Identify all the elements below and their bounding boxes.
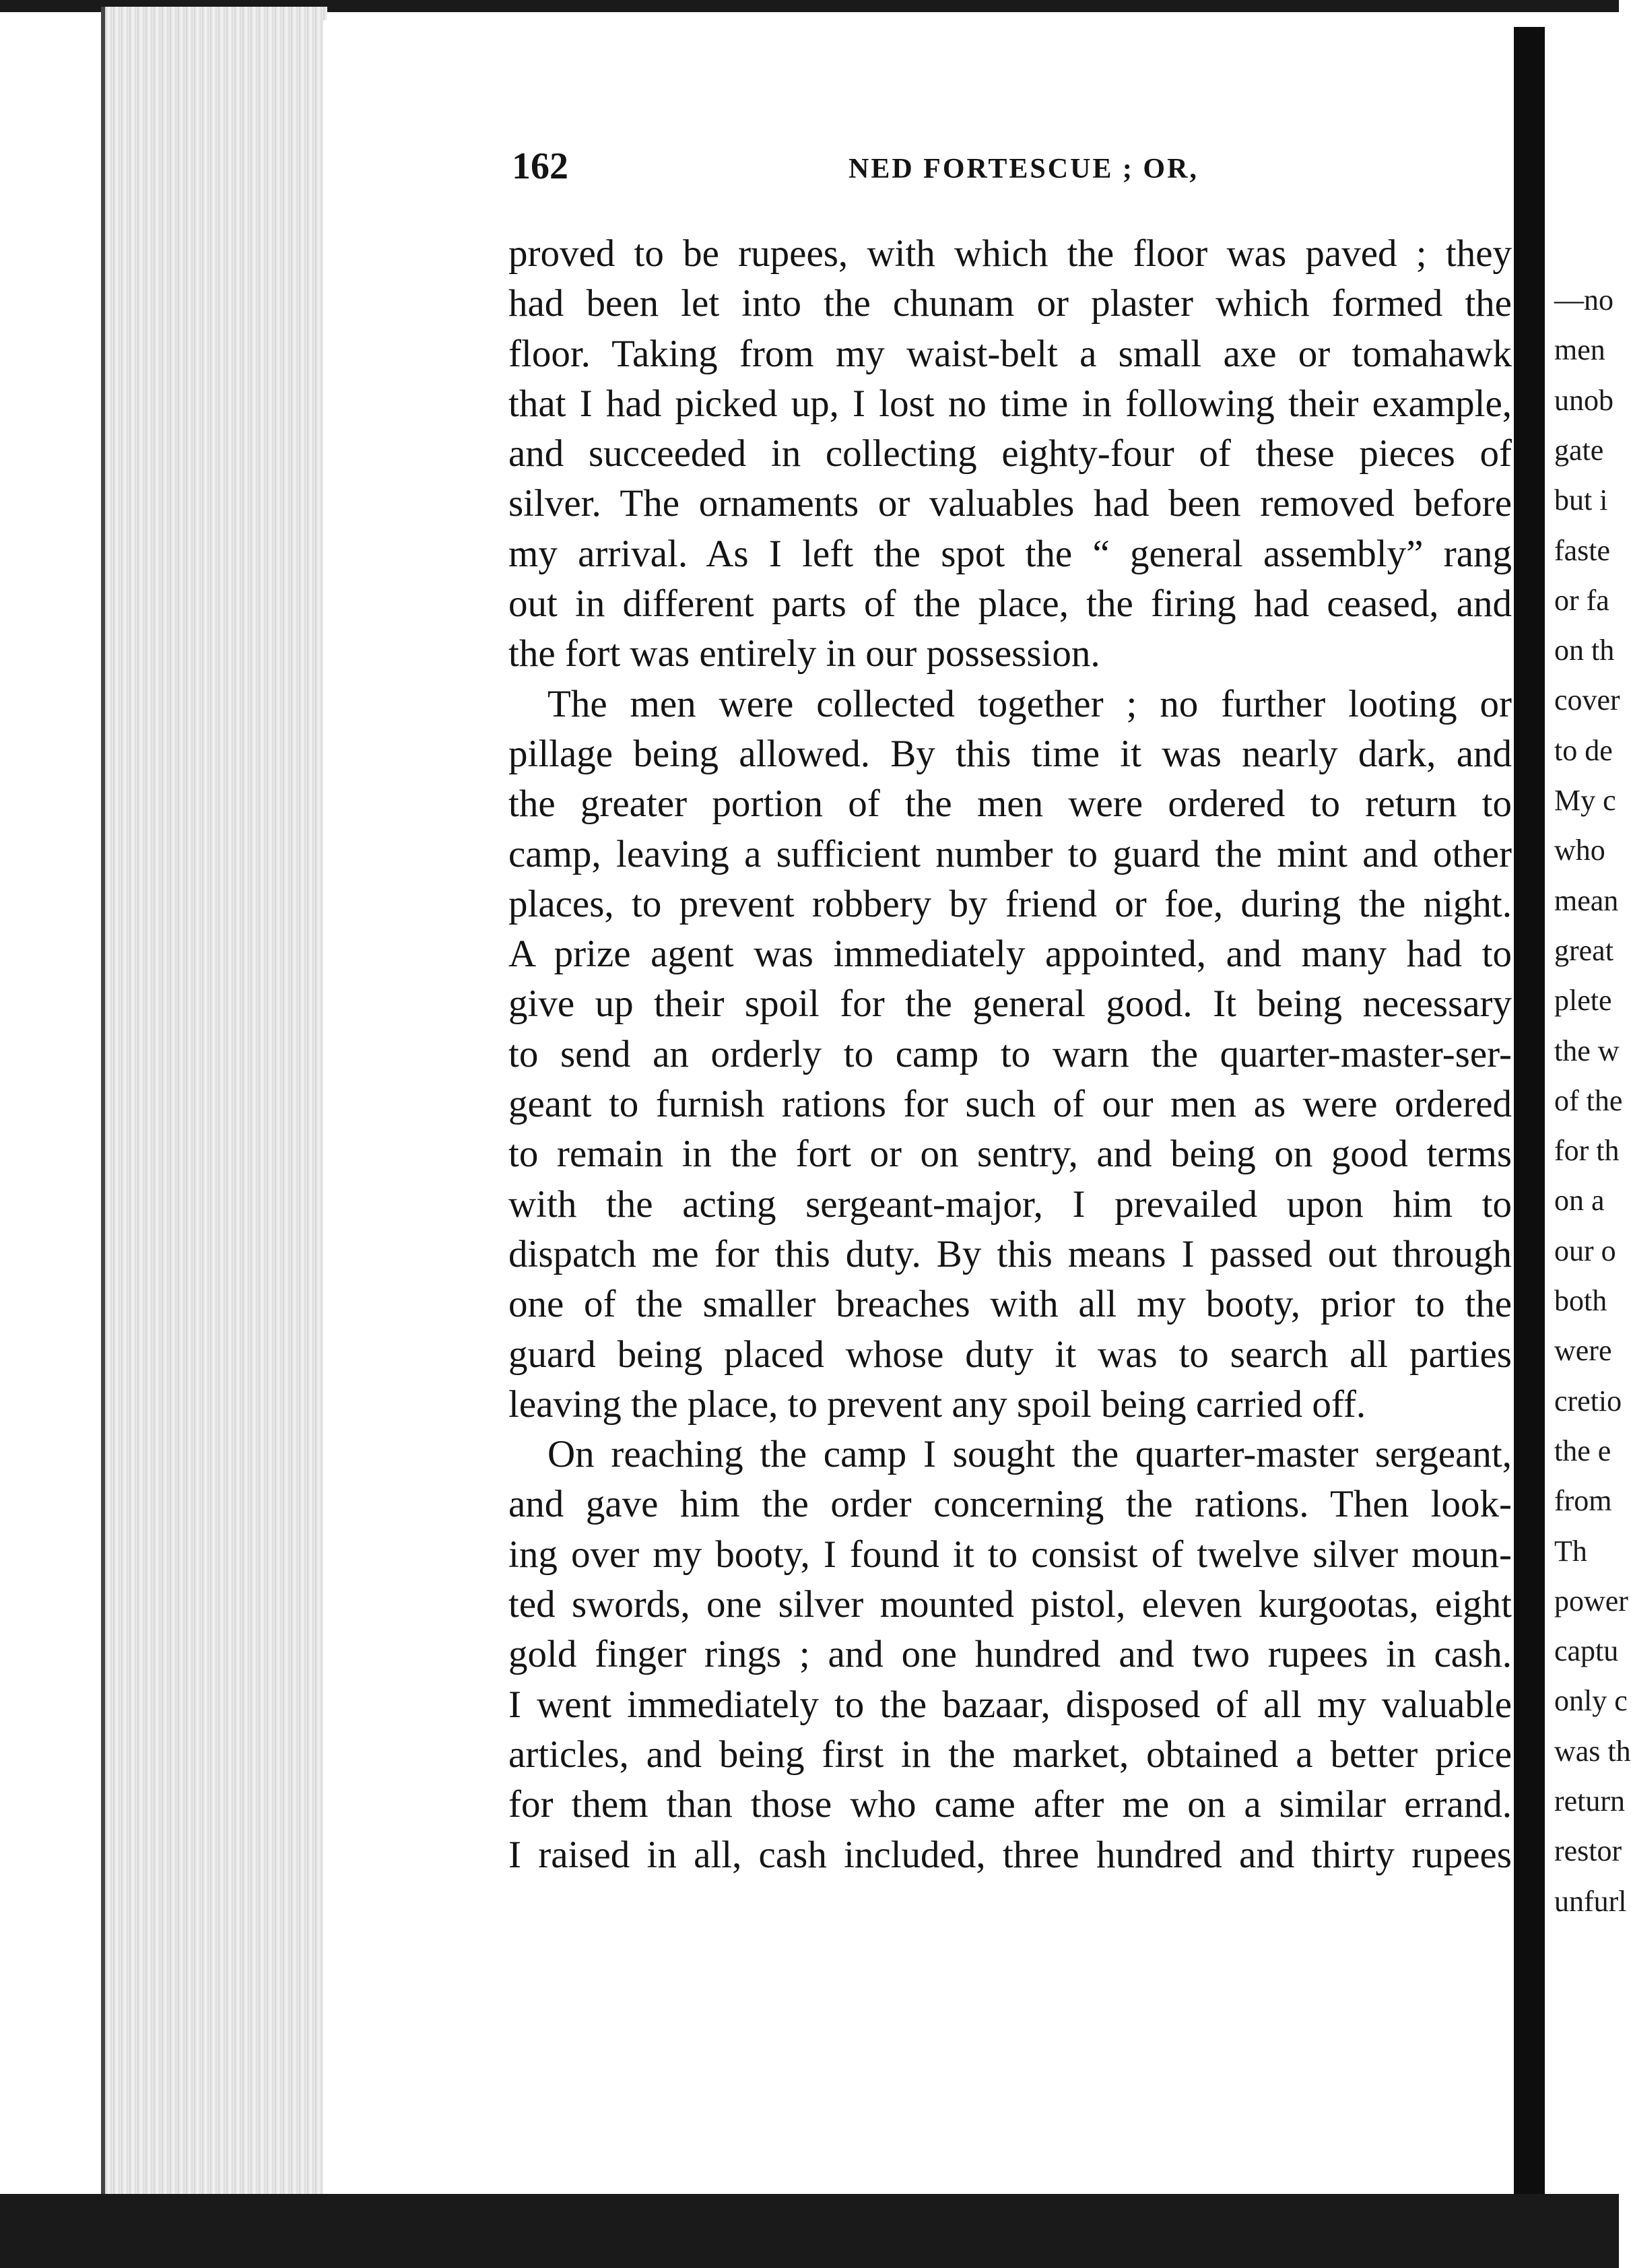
page-header bbox=[512, 145, 1387, 192]
text-line: out in different parts of the place, the firing had ceased, and bbox=[508, 582, 1512, 626]
adjacent-page-edge bbox=[1545, 27, 1631, 2194]
text-line: the greater portion of the men were ordered to return to bbox=[508, 782, 1512, 826]
page-body bbox=[508, 229, 1512, 1880]
adjacent-page-fragment: return bbox=[1554, 1785, 1626, 1817]
adjacent-page-fragment: unfurl bbox=[1554, 1884, 1627, 1918]
text-line: I raised in all, cash included, three hundred and thirty rupees bbox=[508, 1833, 1512, 1876]
adjacent-page-fragment: great bbox=[1554, 933, 1613, 967]
adjacent-page-fragment: on th bbox=[1554, 634, 1615, 667]
text-line: ted swords, one silver mounted pistol, eleven kurgootas, eight bbox=[508, 1583, 1512, 1626]
adjacent-page-fragment: to de bbox=[1554, 733, 1613, 767]
adjacent-page-fragment: Th bbox=[1554, 1534, 1587, 1568]
text-line: guard being placed whose duty it was to search all parties bbox=[508, 1333, 1512, 1376]
text-line: give up their spoil for the general good. It being necessary bbox=[508, 982, 1512, 1026]
page-number: 162 bbox=[512, 145, 568, 187]
adjacent-page-fragment: from bbox=[1554, 1484, 1612, 1518]
adjacent-page-fragment: for th bbox=[1554, 1134, 1620, 1168]
text-line: floor. Taking from my waist-belt a small axe or tomahawk bbox=[508, 332, 1512, 375]
text-line: and gave him the order concerning the rations. Then look- bbox=[508, 1483, 1512, 1526]
text-line: The men were collected together ; no further looting or bbox=[547, 682, 1512, 725]
paragraph bbox=[508, 1430, 1512, 1880]
adjacent-page-fragment: was th bbox=[1554, 1734, 1631, 1768]
adjacent-page-fragment: unob bbox=[1554, 383, 1613, 417]
scan-bottom-border bbox=[0, 2194, 1619, 2268]
text-line: proved to be rupees, with which the floor was paved ; they bbox=[508, 232, 1512, 275]
text-line: that I had picked up, I lost no time in following their example, bbox=[508, 382, 1512, 425]
adjacent-page-fragment: only c bbox=[1554, 1684, 1628, 1718]
text-line: dispatch me for this duty. By this means I passed out through bbox=[508, 1232, 1512, 1275]
text-line: with the acting sergeant-major, I prevailed upon him to bbox=[508, 1182, 1512, 1226]
text-line: articles, and being first in the market, obtained a better price bbox=[508, 1733, 1512, 1776]
text-line: places, to prevent robbery by friend or foe, during the night. bbox=[508, 882, 1512, 925]
adjacent-page-fragment: power bbox=[1554, 1584, 1628, 1617]
text-line: the fort was entirely in our possession. bbox=[508, 632, 1100, 675]
adjacent-page-fragment: both bbox=[1554, 1284, 1607, 1317]
paragraph bbox=[508, 679, 1512, 1430]
adjacent-page-fragment: My c bbox=[1554, 784, 1616, 817]
paragraph bbox=[508, 229, 1512, 679]
book-gutter bbox=[1514, 27, 1545, 2194]
text-line: ing over my booty, I found it to consist of twelve silver moun- bbox=[508, 1533, 1512, 1576]
adjacent-page-fragment: men bbox=[1554, 333, 1605, 367]
text-line: had been let into the chunam or plaster which formed the bbox=[508, 282, 1512, 325]
text-line: gold finger rings ; and one hundred and two rupees in cash. bbox=[508, 1633, 1512, 1676]
adjacent-page-fragment: our o bbox=[1554, 1234, 1616, 1267]
text-line: I went immediately to the bazaar, disposed of all my valuable bbox=[508, 1683, 1512, 1726]
adjacent-page-fragment: or fa bbox=[1554, 583, 1609, 617]
text-line: my arrival. As I left the spot the “ general assembly” rang bbox=[508, 532, 1512, 575]
adjacent-page-fragment: of the bbox=[1554, 1083, 1623, 1117]
adjacent-page-fragment: the w bbox=[1554, 1034, 1620, 1067]
text-line: to remain in the fort or on sentry, and being on good terms bbox=[508, 1133, 1512, 1176]
text-line: A prize agent was immediately appointed, and many had to bbox=[508, 933, 1512, 976]
adjacent-page-fragment: plete bbox=[1554, 984, 1612, 1018]
adjacent-page-fragment: restor bbox=[1554, 1834, 1622, 1868]
adjacent-page-fragment: but i bbox=[1554, 483, 1608, 517]
adjacent-page-fragment: who bbox=[1554, 834, 1605, 867]
adjacent-page-fragment: cover bbox=[1554, 683, 1620, 717]
text-line: leaving the place, to prevent any spoil being carried off. bbox=[508, 1382, 1366, 1426]
text-line: On reaching the camp I sought the quarter-master sergeant, bbox=[547, 1433, 1512, 1476]
adjacent-page-fragment: the e bbox=[1554, 1434, 1611, 1467]
adjacent-page-fragment: —no bbox=[1554, 284, 1613, 316]
adjacent-page-fragment: faste bbox=[1554, 533, 1611, 567]
adjacent-page-fragment: captu bbox=[1554, 1634, 1619, 1668]
adjacent-page-fragment: gate bbox=[1554, 433, 1604, 467]
text-line: and succeeded in collecting eighty-four of these pieces of bbox=[508, 432, 1512, 475]
text-line: camp, leaving a sufficient number to guard the mint and other bbox=[508, 832, 1512, 875]
scan-margin bbox=[0, 0, 101, 2268]
text-line: to send an orderly to camp to warn the quarter-master-ser- bbox=[508, 1032, 1512, 1075]
adjacent-page-fragment: on a bbox=[1554, 1184, 1605, 1218]
text-line: geant to furnish rations for such of our men as were ordered bbox=[508, 1083, 1512, 1126]
text-line: one of the smaller breaches with all my booty, prior to the bbox=[508, 1283, 1512, 1326]
text-line: silver. The ornaments or valuables had been removed before bbox=[508, 482, 1512, 525]
adjacent-page-fragment: were bbox=[1554, 1334, 1612, 1368]
adjacent-page-fragment: mean bbox=[1554, 883, 1619, 917]
text-line: for them than those who came after me on a similar errand. bbox=[508, 1783, 1512, 1826]
text-line: pillage being allowed. By this time it was nearly dark, and bbox=[508, 732, 1512, 775]
running-head: NED FORTESCUE ; OR, bbox=[848, 154, 1199, 185]
page-edges bbox=[101, 7, 327, 2194]
adjacent-page-fragment: cretio bbox=[1554, 1384, 1622, 1418]
